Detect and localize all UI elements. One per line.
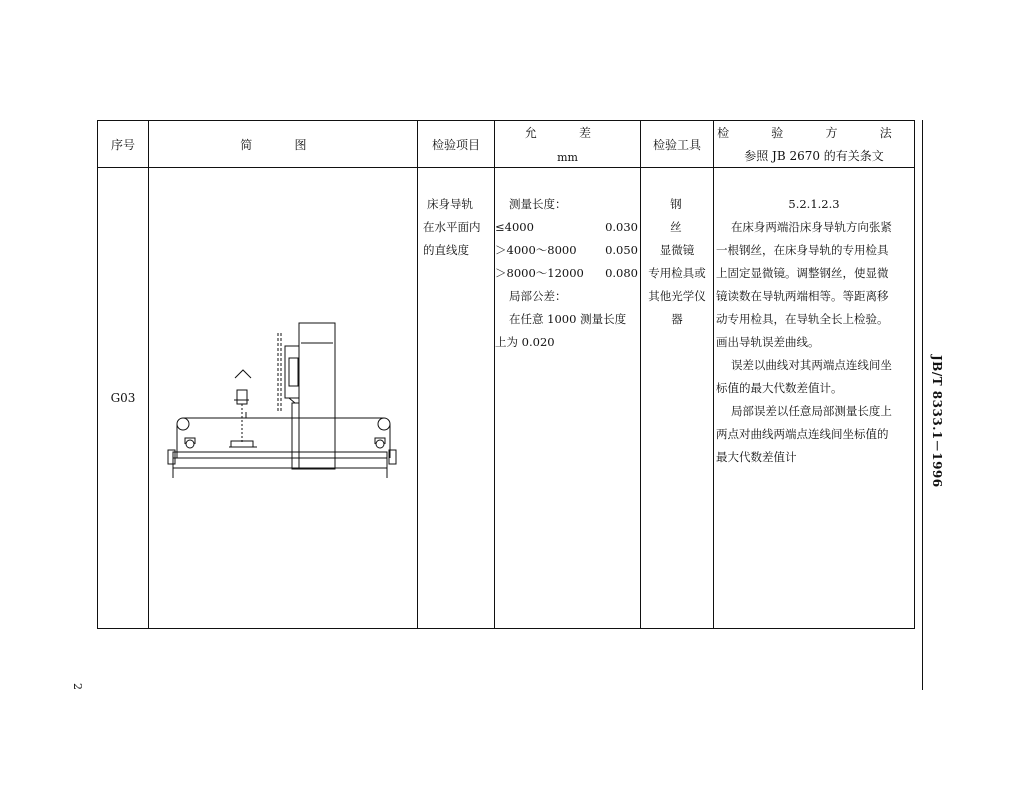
standard-code: JB/T 8333.1－1996: [930, 355, 944, 488]
local-tolerance-line: 上为 0.020: [495, 335, 555, 349]
method-clause: 5.2.1.2.3: [788, 197, 840, 211]
tool-line: 其他光学仪: [648, 289, 706, 303]
tool-cell: [641, 168, 714, 629]
method-line: 局部误差以任意局部测量长度上: [730, 404, 892, 418]
method-line: 上固定显微镜。调整钢丝，使显微: [716, 266, 889, 280]
method-line: 两点对曲线两端点连线间坐标值的: [716, 427, 889, 441]
method-line: 动专用检具，在导轨全长上检验。: [716, 312, 889, 326]
page-number: 2: [71, 683, 84, 690]
method-line: 在床身两端沿床身导轨方向张紧: [730, 220, 892, 234]
method-line: 误差以曲线对其两端点连线间坐: [730, 358, 892, 372]
item-line: 床身导轨: [427, 197, 473, 211]
tolerance-cell: [495, 168, 641, 629]
header-tolerance-label: 允 差: [524, 126, 611, 140]
right-margin-rule: [922, 120, 923, 690]
tool-line: 专用检具或: [648, 266, 706, 280]
tool-line: 钢 丝: [670, 197, 696, 234]
local-tolerance-label: 局部公差：: [509, 289, 567, 303]
tolerance-row: [495, 216, 640, 239]
tolerance-row: [495, 239, 640, 262]
diagram-cell: [149, 168, 418, 629]
row-seq: G03: [98, 168, 149, 629]
header-method: [714, 121, 915, 168]
length-label: 测量长度：: [509, 197, 567, 211]
tool-line: 显微镜: [659, 243, 695, 257]
tolerance-range: ＞8000～12000: [495, 266, 584, 280]
table-row: [98, 168, 915, 629]
header-seq: 序号: [98, 121, 149, 168]
method-line: 最大代数差值计: [716, 450, 797, 464]
item-line: 的直线度: [423, 243, 469, 257]
tolerance-value: 0.030: [605, 220, 638, 234]
inspection-table: [97, 120, 915, 629]
tolerance-row: [495, 262, 640, 285]
method-line: 一根钢丝，在床身导轨的专用检具: [716, 243, 889, 257]
tool-line: 器: [671, 312, 683, 326]
method-line: 镜读数在导轨两端相等。等距离移: [716, 289, 889, 303]
method-line: 画出导轨误差曲线。: [716, 335, 820, 349]
item-line: 在水平面内: [423, 220, 481, 234]
tolerance-value: 0.050: [605, 243, 638, 257]
header-diagram-label: 简 图: [240, 137, 326, 152]
header-tolerance-unit: mm: [557, 151, 578, 164]
bed-guideway-diagram: [149, 168, 418, 628]
header-method-label: 检 验 方 法: [717, 126, 911, 140]
header-item: 检验项目: [418, 121, 495, 168]
header-tolerance: [495, 121, 641, 168]
header-method-ref: 参照 JB 2670 的有关条文: [744, 149, 884, 163]
header-tool: 检验工具: [641, 121, 714, 168]
tolerance-range: ＞4000～8000: [495, 243, 577, 257]
item-cell: [418, 168, 495, 629]
tolerance-range: ≤4000: [495, 220, 534, 234]
local-tolerance-line: 在任意 1000 测量长度: [509, 312, 627, 326]
header-diagram: [149, 121, 418, 168]
method-line: 标值的最大代数差值计。: [716, 381, 843, 395]
header-row: [98, 121, 915, 168]
tolerance-value: 0.080: [605, 266, 638, 280]
method-cell: [714, 168, 915, 629]
